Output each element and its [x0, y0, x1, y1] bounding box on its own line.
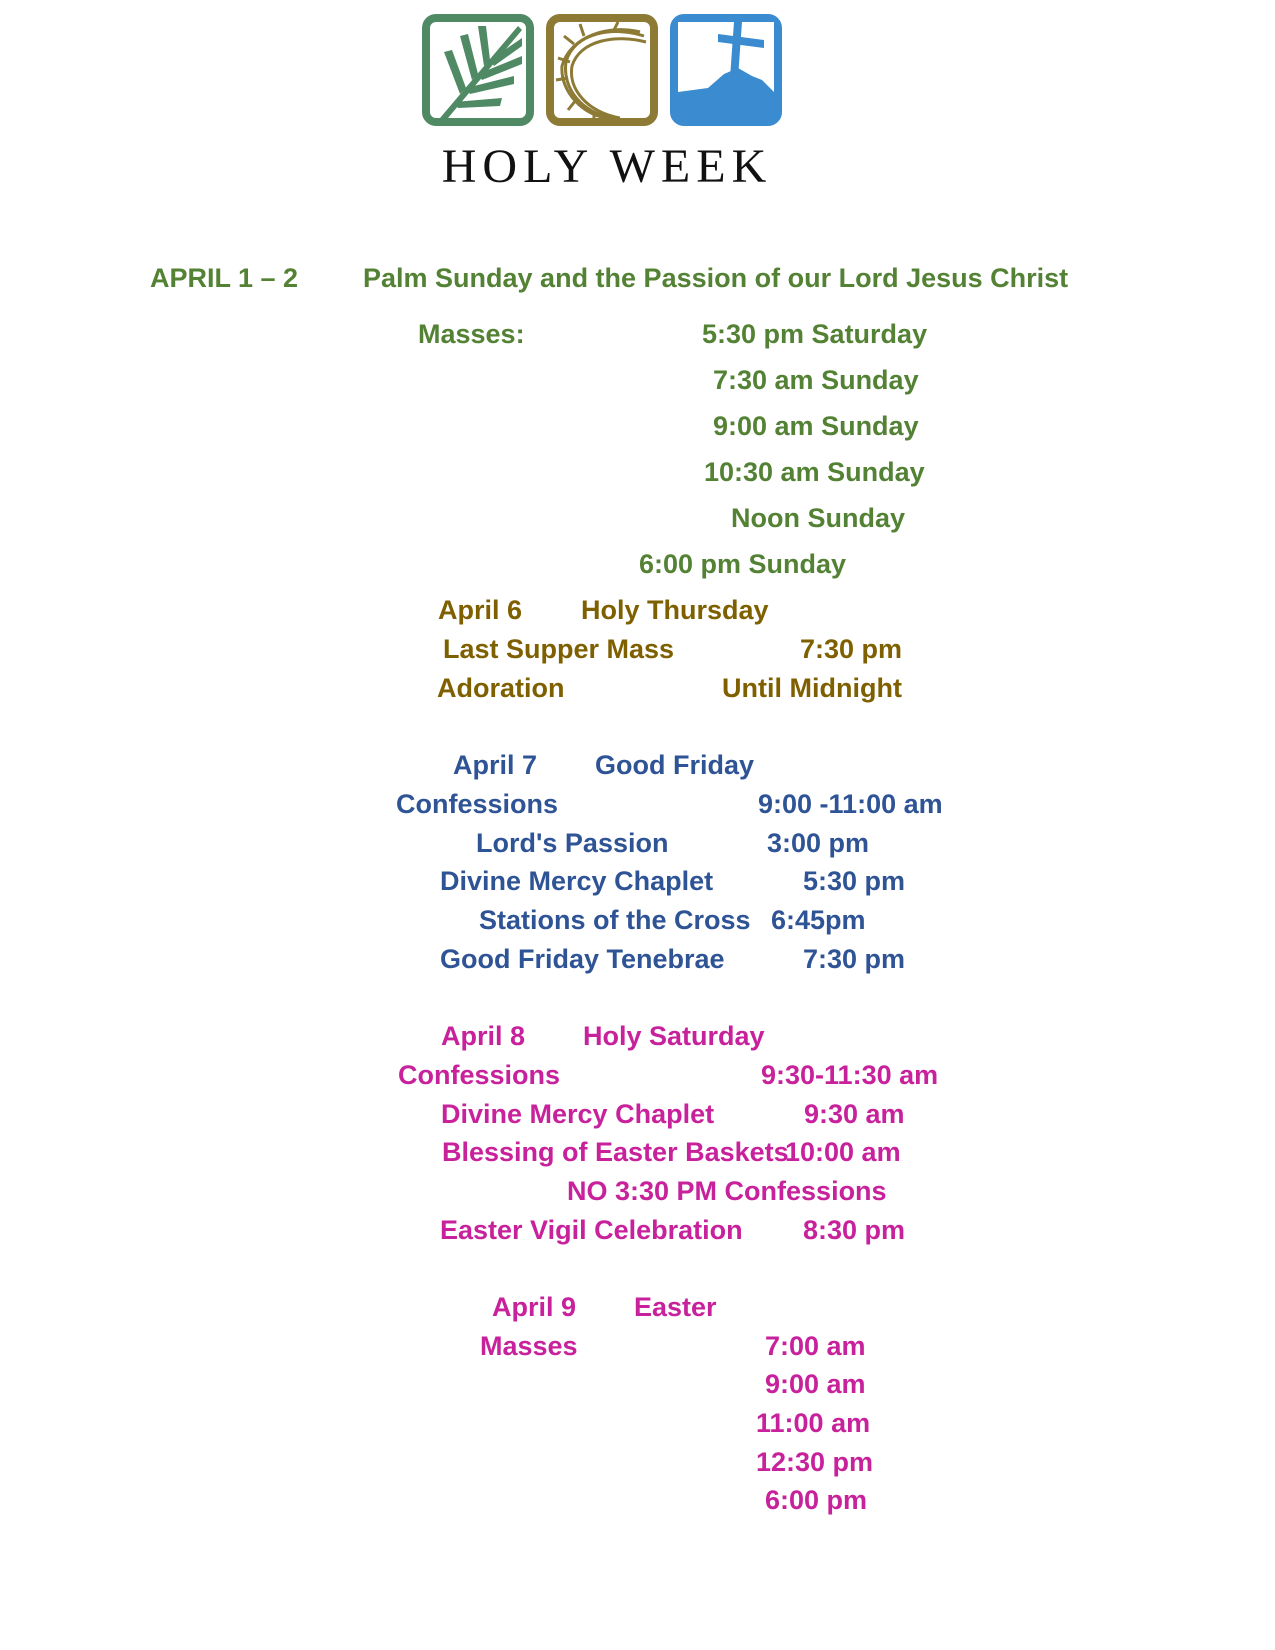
- holy-week-logo: [420, 14, 790, 194]
- event-time: 7:30 pm: [803, 944, 906, 974]
- event-time: 6:45pm: [771, 905, 866, 935]
- event-notice: NO 3:30 PM Confessions: [567, 1176, 887, 1206]
- event-time: 9:30 am: [804, 1099, 905, 1129]
- logo-title: HOLY WEEK: [441, 140, 773, 193]
- event-label: Divine Mercy Chaplet: [440, 866, 714, 896]
- event-label: Divine Mercy Chaplet: [441, 1099, 715, 1129]
- palm-sunday-time: Noon Sunday: [731, 503, 905, 533]
- palm-sunday-time: 6:00 pm Sunday: [639, 549, 847, 579]
- event-label: Confessions: [398, 1060, 561, 1090]
- palm-sunday-title: Palm Sunday and the Passion of our Lord Jesus Christ: [363, 263, 1069, 293]
- holy-thursday-date: April 6: [438, 595, 523, 625]
- event-label: Good Friday Tenebrae: [440, 944, 725, 974]
- palm-sunday-date: APRIL 1 – 2: [150, 263, 299, 293]
- event-label: Stations of the Cross: [479, 905, 751, 935]
- event-time: Until Midnight: [722, 673, 902, 703]
- event-label: Last Supper Mass: [443, 634, 675, 664]
- easter-masses-label: Masses: [480, 1331, 578, 1361]
- event-time: 9:30-11:30 am: [761, 1060, 939, 1090]
- palm-sunday-time: 10:30 am Sunday: [704, 457, 925, 487]
- holy-thursday-title: Holy Thursday: [581, 595, 769, 625]
- event-label: Easter Vigil Celebration: [440, 1215, 743, 1245]
- palm-sunday-time: 9:00 am Sunday: [713, 411, 919, 441]
- easter-time: 6:00 pm: [765, 1485, 868, 1515]
- event-time: 5:30 pm: [803, 866, 906, 896]
- event-time: 8:30 pm: [803, 1215, 906, 1245]
- good-friday-title: Good Friday: [595, 750, 755, 780]
- event-label: Adoration: [437, 673, 565, 703]
- easter-title: Easter: [634, 1292, 717, 1322]
- palm-sunday-time: 5:30 pm Saturday: [702, 319, 928, 349]
- event-time: 7:30 pm: [800, 634, 903, 664]
- cross-on-hill-icon: [670, 14, 782, 126]
- holy-saturday-date: April 8: [441, 1021, 526, 1051]
- palm-branch-icon: [422, 14, 534, 126]
- palm-sunday-time: 7:30 am Sunday: [713, 365, 919, 395]
- easter-time: 11:00 am: [756, 1408, 871, 1438]
- crown-of-thorns-icon: [546, 14, 658, 126]
- good-friday-date: April 7: [453, 750, 538, 780]
- holy-saturday-title: Holy Saturday: [583, 1021, 765, 1051]
- event-label: Blessing of Easter Baskets: [442, 1137, 789, 1167]
- event-label: Confessions: [396, 789, 559, 819]
- palm-sunday-masses-label: Masses:: [418, 319, 525, 349]
- event-label: Lord's Passion: [476, 828, 669, 858]
- event-time: 3:00 pm: [767, 828, 870, 858]
- easter-time: 7:00 am: [765, 1331, 866, 1361]
- easter-date: April 9: [492, 1292, 577, 1322]
- easter-time: 9:00 am: [765, 1369, 866, 1399]
- easter-time: 12:30 pm: [756, 1447, 874, 1477]
- event-time: 10:00 am: [785, 1137, 901, 1167]
- event-time: 9:00 -11:00 am: [758, 789, 943, 819]
